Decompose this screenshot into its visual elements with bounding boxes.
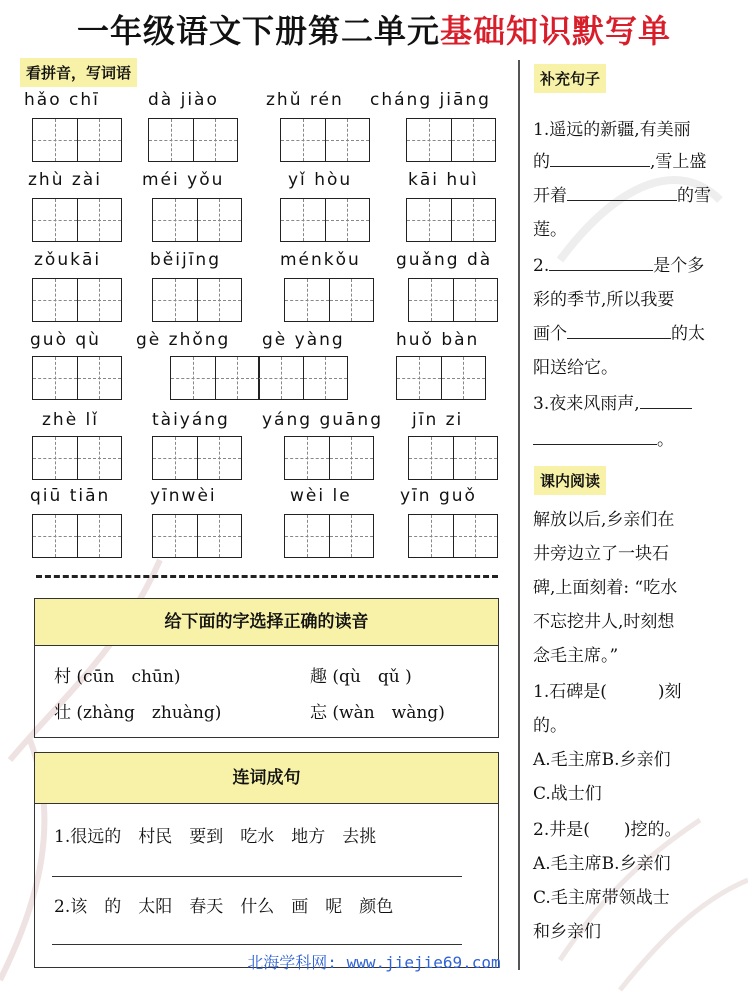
pinyin: cháng jiāng: [370, 90, 491, 110]
supplement-line: 画个 的太: [533, 318, 705, 350]
passage-line: 念毛主席。”: [533, 646, 619, 666]
writing-grid[interactable]: [152, 436, 242, 480]
reading-option[interactable]: C.毛主席带领战士: [533, 888, 670, 908]
pinyin: yīnwèi: [150, 486, 217, 506]
pinyin: yīn guǒ: [400, 486, 477, 506]
fill-blank[interactable]: [533, 424, 657, 445]
reading-question[interactable]: 2.井是( )挖的。: [533, 820, 682, 840]
writing-grid[interactable]: [170, 356, 260, 400]
pronunciation-header: 给下面的字选择正确的读音: [35, 599, 498, 646]
pinyin: gè yàng: [262, 330, 345, 350]
writing-grid[interactable]: [284, 278, 374, 322]
section-divider: [36, 575, 498, 578]
fill-blank[interactable]: [640, 388, 692, 409]
supplement-line: 1.遥远的新疆,有美丽: [533, 120, 691, 140]
writing-grid[interactable]: [32, 514, 122, 558]
supplement-line: 的 ,雪上盛: [533, 146, 706, 178]
supplement-line: 莲。: [533, 220, 567, 240]
pronunciation-item[interactable]: 壮 (zhàng zhuàng): [54, 703, 222, 723]
writing-grid[interactable]: [32, 356, 122, 400]
passage-line: 碑,上面刻着: “吃水: [533, 578, 678, 598]
writing-grid[interactable]: [32, 198, 122, 242]
writing-grid[interactable]: [32, 278, 122, 322]
pinyin: huǒ bàn: [396, 330, 480, 350]
writing-grid[interactable]: [152, 198, 242, 242]
writing-grid[interactable]: [152, 278, 242, 322]
supplement-line: 。: [533, 424, 674, 456]
pinyin: gè zhǒng: [136, 330, 231, 350]
footer-website[interactable]: 北海学科网: www.jiejie69.com: [247, 953, 501, 972]
pinyin: yáng guāng: [262, 410, 383, 430]
pinyin: wèi le: [290, 486, 352, 506]
pinyin: guò qù: [30, 330, 101, 350]
fill-blank[interactable]: [567, 180, 677, 201]
writing-grid[interactable]: [284, 436, 374, 480]
passage-line: 井旁边立了一块石: [533, 544, 669, 564]
supplement-line: 开着 的雪: [533, 180, 711, 212]
writing-grid[interactable]: [148, 118, 238, 162]
pinyin: yǐ hòu: [288, 170, 353, 190]
answer-line[interactable]: [52, 944, 462, 945]
page-title: 一年级语文下册第二单元基础知识默写单: [76, 12, 672, 50]
section-reading-label: 课内阅读: [534, 466, 606, 495]
reading-option[interactable]: 和乡亲们: [533, 922, 601, 942]
fill-blank[interactable]: [550, 146, 650, 167]
pinyin-row: [0, 410, 518, 434]
pinyin-row: [0, 330, 518, 354]
fill-blank[interactable]: [567, 318, 671, 339]
pinyin-row: [0, 170, 518, 194]
pinyin: jīn zi: [412, 410, 464, 430]
pinyin: ménkǒu: [280, 250, 361, 270]
sentence-header: 连词成句: [35, 753, 498, 804]
passage-line: 解放以后,乡亲们在: [533, 510, 675, 530]
pinyin: hǎo chī: [24, 90, 100, 110]
pinyin: zhè lǐ: [42, 410, 100, 430]
writing-grid[interactable]: [280, 118, 370, 162]
writing-grid[interactable]: [396, 356, 486, 400]
pronunciation-item[interactable]: 忘 (wàn wàng): [310, 703, 445, 723]
writing-grid[interactable]: [406, 198, 496, 242]
supplement-line: 阳送给它。: [533, 358, 618, 378]
writing-grid[interactable]: [152, 514, 242, 558]
pinyin: zhù zài: [28, 170, 102, 190]
supplement-line: 2. 是个多: [533, 250, 704, 282]
pinyin: zhǔ rén: [266, 90, 344, 110]
writing-grid[interactable]: [284, 514, 374, 558]
pinyin-row: [0, 90, 518, 114]
writing-grid[interactable]: [408, 436, 498, 480]
writing-grid[interactable]: [280, 198, 370, 242]
writing-grid[interactable]: [32, 118, 122, 162]
reading-question: 的。: [533, 716, 567, 736]
sentence-box: [34, 752, 499, 968]
supplement-line: 彩的季节,所以我要: [533, 290, 675, 310]
pronunciation-item[interactable]: 村 (cūn chūn): [54, 667, 181, 687]
passage-line: 不忘挖井人,时刻想: [533, 612, 675, 632]
column-divider: [518, 60, 520, 970]
pinyin: tàiyáng: [152, 410, 230, 430]
reading-option[interactable]: C.战士们: [533, 784, 602, 804]
section-pinyin-label: 看拼音，写词语: [20, 58, 137, 87]
pinyin-row: [0, 486, 518, 510]
sentence-question: 1.很远的 村民 要到 吃水 地方 去挑: [54, 827, 377, 847]
answer-line[interactable]: [52, 876, 462, 877]
supplement-line: 3.夜来风雨声,: [533, 388, 692, 420]
reading-option[interactable]: A.毛主席B.乡亲们: [533, 854, 671, 874]
writing-grid[interactable]: [406, 118, 496, 162]
writing-grid[interactable]: [408, 514, 498, 558]
fill-blank[interactable]: [549, 250, 653, 271]
writing-grid[interactable]: [32, 436, 122, 480]
writing-grid[interactable]: [258, 356, 348, 400]
pinyin: dà jiào: [148, 90, 219, 110]
sentence-question: 2.该 的 太阳 春天 什么 画 呢 颜色: [54, 897, 394, 917]
pronunciation-item[interactable]: 趣 (qù qǔ ): [310, 667, 412, 687]
pinyin: běijīng: [150, 250, 221, 270]
writing-grid[interactable]: [408, 278, 498, 322]
pinyin: zǒukāi: [34, 250, 102, 270]
pinyin: kāi huì: [408, 170, 479, 190]
reading-question[interactable]: 1.石碑是( )刻: [533, 682, 682, 702]
pinyin: qiū tiān: [30, 486, 111, 506]
pinyin: guǎng dà: [396, 250, 493, 270]
pinyin-row: [0, 250, 518, 274]
pinyin: méi yǒu: [142, 170, 225, 190]
reading-option[interactable]: A.毛主席B.乡亲们: [533, 750, 671, 770]
section-supplement-label: 补充句子: [534, 64, 606, 93]
